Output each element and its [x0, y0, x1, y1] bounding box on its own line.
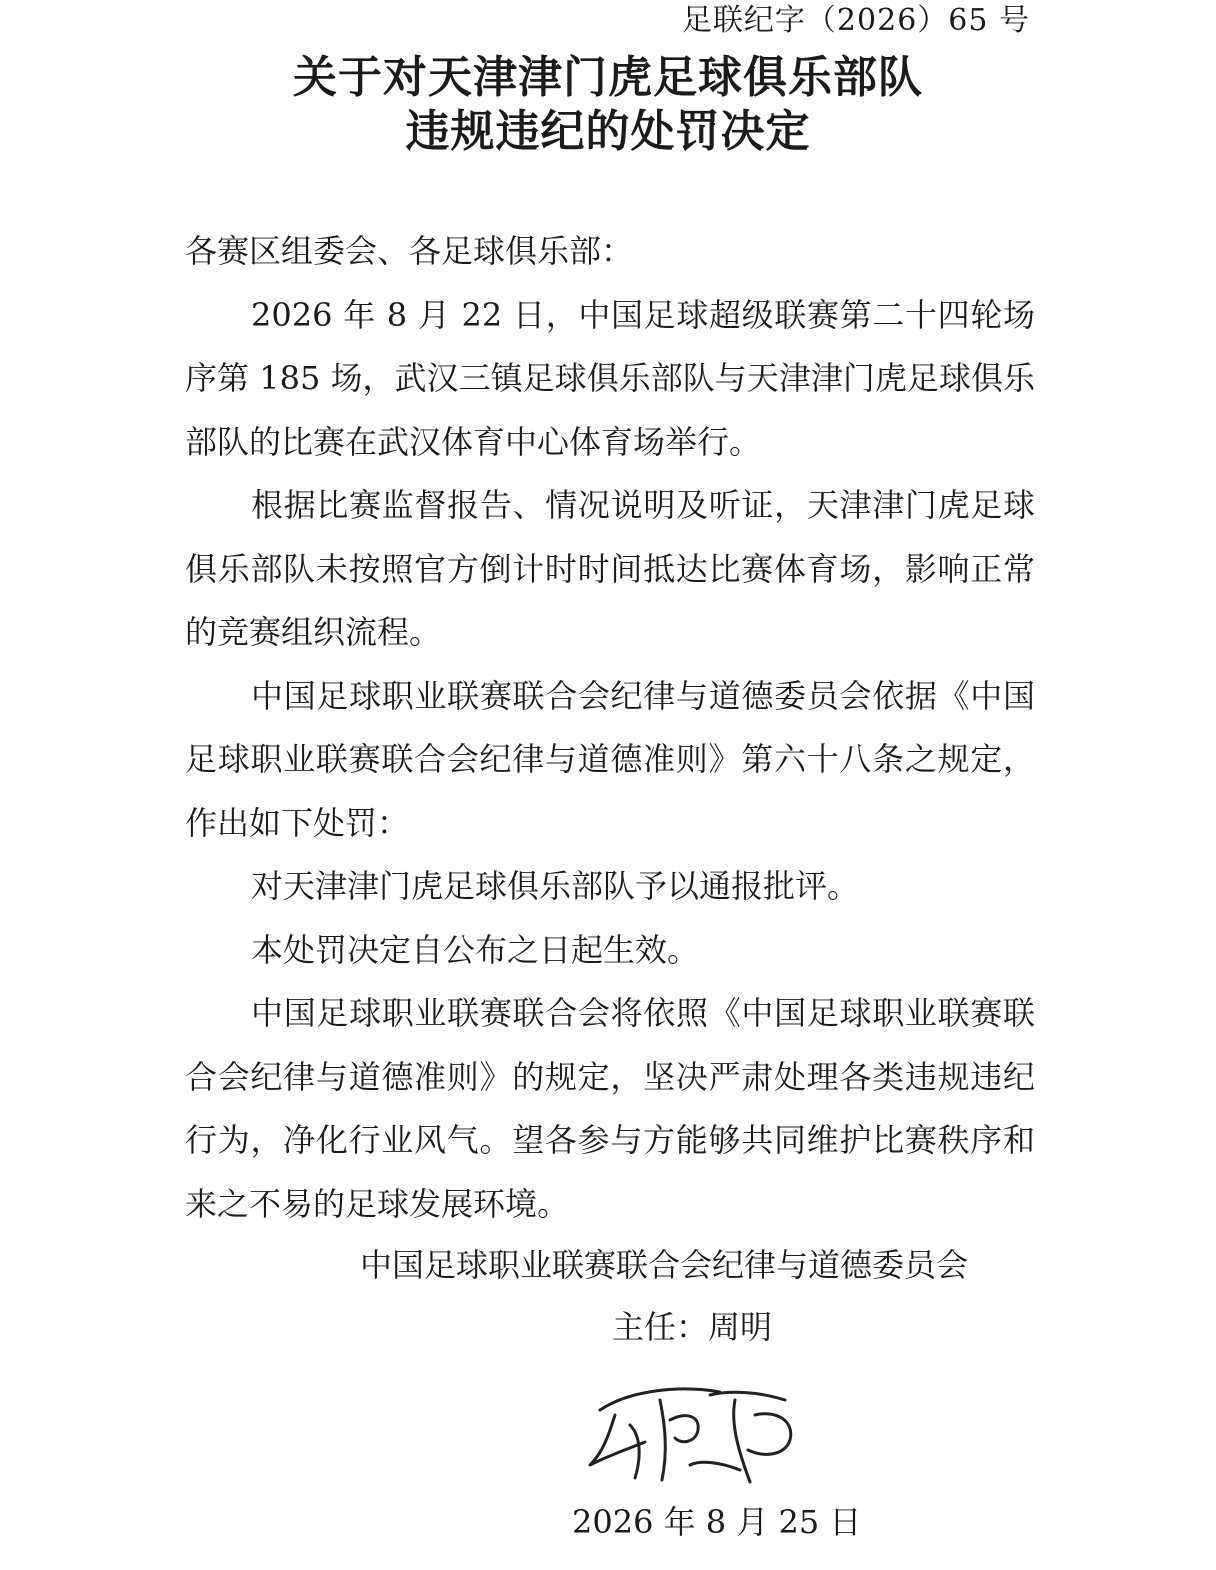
salutation: 各赛区组委会、各足球俱乐部： — [185, 232, 634, 270]
signatory-chair: 主任：周明 — [612, 1308, 773, 1346]
paragraph-match-info: 2026 年 8 月 22 日，中国足球超级联赛第二十四轮场序第 185 场，武汉三镇足球俱乐部队与天津津门虎足球俱乐部队的比赛在武汉体育中心体育场举行。 — [185, 295, 1035, 461]
paragraph-penalty: 对天津津门虎足球俱乐部队予以通报批评。 — [251, 867, 860, 905]
handwritten-signature — [570, 1370, 820, 1490]
document-title-line-1: 关于对天津津门虎足球俱乐部队 — [293, 52, 923, 103]
document-title-line-2: 违规违纪的处罚决定 — [405, 106, 811, 157]
paragraph-closing: 中国足球职业联赛联合会将依照《中国足球职业联赛联合会纪律与道德准则》的规定，坚决严肃处理各类违规违纪行为，净化行业风气。望各参与方能够共同维护比赛秩序和来之不易的足球发展环境。 — [185, 994, 1035, 1223]
document-body — [185, 220, 1035, 1236]
paragraph-legal-basis: 中国足球职业联赛联合会纪律与道德委员会依据《中国足球职业联赛联合会纪律与道德准则》第六十八条之规定，作出如下处罚： — [185, 676, 1035, 842]
document-date: 2026 年 8 月 25 日 — [572, 1503, 862, 1541]
paragraph-findings: 根据比赛监督报告、情况说明及听证，天津津门虎足球俱乐部队未按照官方倒计时时间抵达比赛体育场，影响正常的竞赛组织流程。 — [185, 486, 1035, 651]
paragraph-effective: 本处罚决定自公布之日起生效。 — [251, 930, 700, 969]
signatory-organization: 中国足球职业联赛联合会纪律与道德委员会 — [360, 1246, 969, 1284]
document-number: 足联纪字（2026）65 号 — [681, 3, 1030, 38]
